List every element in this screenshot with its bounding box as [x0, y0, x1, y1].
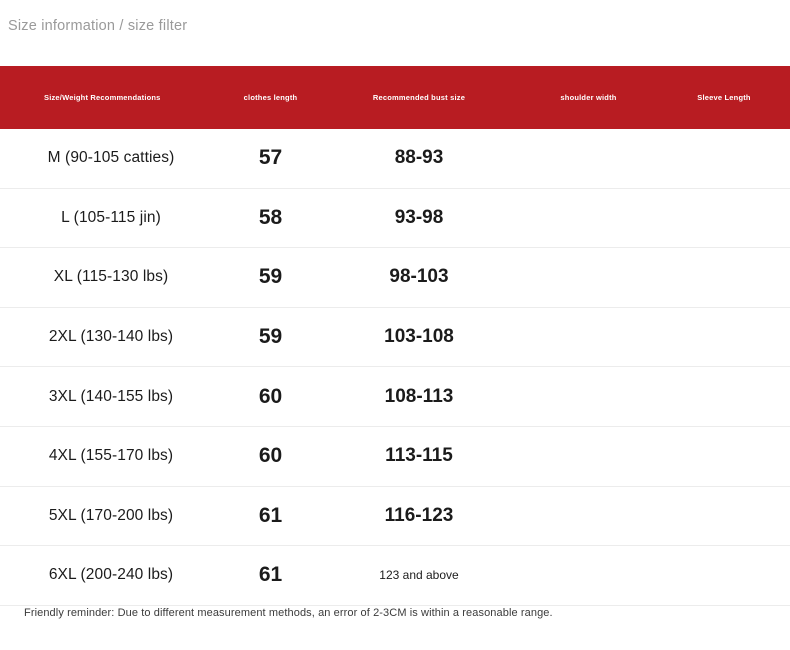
cell-bust: 93-98: [319, 188, 519, 248]
cell-bust: 108-113: [319, 367, 519, 427]
cell-shoulder-width: [519, 248, 658, 308]
cell-sleeve-length: [658, 248, 790, 308]
table-row: [0, 426, 790, 486]
cell-bust: 103-108: [319, 307, 519, 367]
cell-size: 2XL (130-140 lbs): [0, 307, 222, 367]
cell-shoulder-width: [519, 188, 658, 248]
page-title: Size information / size filter: [8, 18, 188, 34]
cell-clothes-length: 57: [222, 129, 319, 188]
cell-sleeve-length: [658, 307, 790, 367]
cell-shoulder-width: [519, 486, 658, 546]
cell-bust: 113-115: [319, 426, 519, 486]
cell-sleeve-length: [658, 546, 790, 606]
cell-shoulder-width: [519, 129, 658, 188]
cell-size: L (105-115 jin): [0, 188, 222, 248]
table-row: [0, 546, 790, 606]
column-header-bust: Recommended bust size: [319, 66, 519, 129]
column-header-size: Size/Weight Recommendations: [0, 66, 222, 129]
cell-sleeve-length: [658, 129, 790, 188]
column-header-clothes-length: clothes length: [222, 66, 319, 129]
cell-bust: 116-123: [319, 486, 519, 546]
table-row: [0, 486, 790, 546]
table-body: [0, 129, 790, 605]
cell-sleeve-length: [658, 367, 790, 427]
cell-shoulder-width: [519, 367, 658, 427]
cell-clothes-length: 61: [222, 546, 319, 606]
cell-bust: 88-93: [319, 129, 519, 188]
measurement-disclaimer: Friendly reminder: Due to different measurement methods, an error of 2-3CM is within a reasonable range.: [24, 607, 553, 619]
column-header-sleeve-length: Sleeve Length: [658, 66, 790, 129]
table-row: [0, 129, 790, 188]
table-row: [0, 248, 790, 308]
cell-shoulder-width: [519, 546, 658, 606]
cell-clothes-length: 59: [222, 248, 319, 308]
table-header-row: [0, 66, 790, 129]
cell-size: M (90-105 catties): [0, 129, 222, 188]
table-row: [0, 188, 790, 248]
cell-clothes-length: 60: [222, 426, 319, 486]
cell-shoulder-width: [519, 426, 658, 486]
table-row: [0, 367, 790, 427]
table-header: [0, 66, 790, 129]
cell-sleeve-length: [658, 486, 790, 546]
cell-size: 3XL (140-155 lbs): [0, 367, 222, 427]
cell-size: 5XL (170-200 lbs): [0, 486, 222, 546]
cell-clothes-length: 60: [222, 367, 319, 427]
cell-sleeve-length: [658, 426, 790, 486]
column-header-shoulder-width: shoulder width: [519, 66, 658, 129]
size-chart-table: [0, 66, 790, 606]
cell-clothes-length: 61: [222, 486, 319, 546]
cell-clothes-length: 59: [222, 307, 319, 367]
cell-size: 4XL (155-170 lbs): [0, 426, 222, 486]
cell-shoulder-width: [519, 307, 658, 367]
cell-size: 6XL (200-240 lbs): [0, 546, 222, 606]
cell-bust: 123 and above: [319, 546, 519, 606]
table-row: [0, 307, 790, 367]
cell-clothes-length: 58: [222, 188, 319, 248]
cell-sleeve-length: [658, 188, 790, 248]
cell-size: XL (115-130 lbs): [0, 248, 222, 308]
cell-bust: 98-103: [319, 248, 519, 308]
